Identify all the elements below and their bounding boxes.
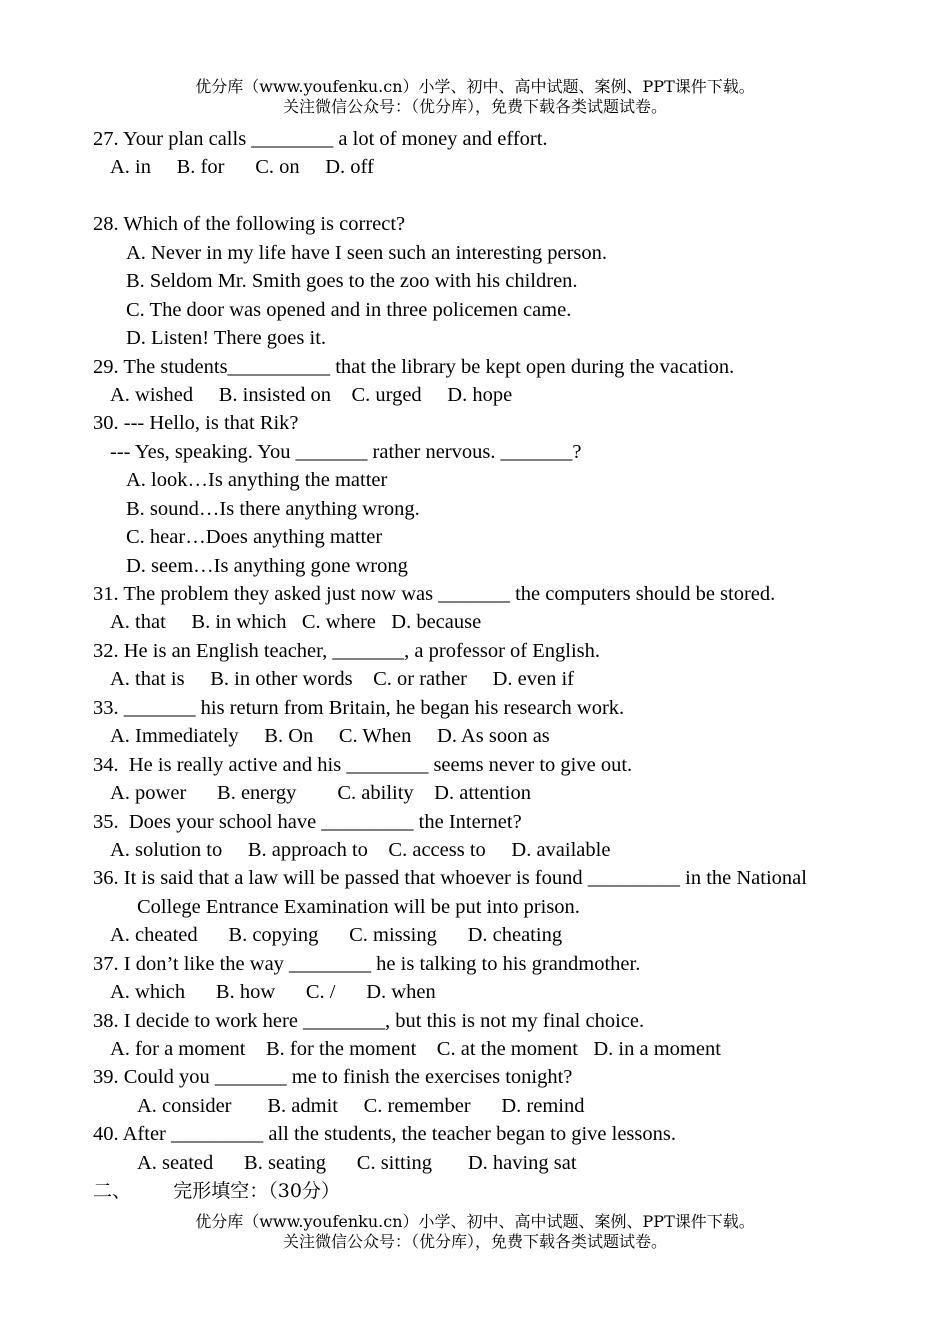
options-34: A. power B. energy C. ability D. attention: [110, 782, 531, 805]
options-39: A. consider B. admit C. remember D. remind: [137, 1094, 585, 1117]
page-header: [0, 77, 950, 117]
footer-line-1: 优分库（www.youfenku.cn）小学、初中、高中试题、案例、PPT课件下载。: [195, 1212, 755, 1231]
option-28-b: B. Seldom Mr. Smith goes to the zoo with his children.: [126, 270, 578, 293]
option-28-d: D. Listen! There goes it.: [126, 327, 327, 350]
question-34: 34. He is really active and his ________ seems never to give out.: [93, 753, 633, 776]
options-29: A. wished B. insisted on C. urged D. hope: [110, 383, 513, 406]
exam-questions: [93, 125, 893, 1206]
options-38: A. for a moment B. for the moment C. at the moment D. in a moment: [110, 1038, 721, 1060]
question-37: 37. I don’t like the way ________ he is talking to his grandmother.: [93, 952, 641, 975]
question-35: 35. Does your school have _________ the Internet?: [93, 810, 522, 833]
question-30: 30. --- Hello, is that Rik?: [93, 412, 299, 435]
question-27: 27. Your plan calls ________ a lot of money and effort.: [93, 128, 548, 150]
question-29: 29. The students__________ that the library be kept open during the vacation.: [93, 355, 735, 378]
options-37: A. which B. how C. / D. when: [110, 981, 436, 1004]
options-36: A. cheated B. copying C. missing D. cheating: [110, 924, 563, 947]
question-36-cont: College Entrance Examination will be put into prison.: [137, 895, 580, 918]
option-30-b: B. sound…Is there anything wrong.: [126, 497, 420, 520]
options-33: A. Immediately B. On C. When D. As soon as: [110, 725, 550, 748]
section-heading-cloze: 二、 完形填空：（30分）: [93, 1180, 340, 1203]
blank-line: [93, 182, 893, 210]
question-28: 28. Which of the following is correct?: [93, 213, 406, 236]
option-30-c: C. hear…Does anything matter: [126, 526, 383, 549]
header-line-1: 优分库（www.youfenku.cn）小学、初中、高中试题、案例、PPT课件下载。: [195, 77, 755, 96]
option-28-c: C. The door was opened and in three policemen came.: [126, 298, 572, 321]
question-38: 38. I decide to work here ________, but this is not my final choice.: [93, 1009, 645, 1032]
question-30-reply: --- Yes, speaking. You _______ rather nervous. _______?: [110, 440, 582, 463]
footer-line-2: 关注微信公众号：（优分库），免费下载各类试题试卷。: [282, 1232, 667, 1251]
question-36: 36. It is said that a law will be passed that whoever is found _________ in the National: [93, 867, 807, 890]
options-35: A. solution to B. approach to C. access to D. available: [110, 838, 611, 861]
option-30-d: D. seem…Is anything gone wrong: [126, 554, 408, 577]
question-33: 33. _______ his return from Britain, he began his research work.: [93, 696, 625, 719]
options-27: A. in B. for C. on D. off: [110, 156, 374, 179]
question-39: 39. Could you _______ me to finish the exercises tonight?: [93, 1066, 573, 1089]
page-footer: [0, 1212, 950, 1252]
option-30-a: A. look…Is anything the matter: [126, 469, 388, 492]
option-28-a: A. Never in my life have I seen such an interesting person.: [126, 241, 608, 264]
options-32: A. that is B. in other words C. or rather D. even if: [110, 668, 575, 691]
options-31: A. that B. in which C. where D. because: [110, 611, 482, 634]
question-32: 32. He is an English teacher, _______, a professor of English.: [93, 639, 601, 662]
header-line-2: 关注微信公众号：（优分库），免费下载各类试题试卷。: [282, 97, 667, 116]
question-40: 40. After _________ all the students, the teacher began to give lessons.: [93, 1123, 676, 1146]
question-31: 31. The problem they asked just now was _______ the computers should be stored.: [93, 583, 776, 605]
options-40: A. seated B. seating C. sitting D. having sat: [137, 1151, 577, 1174]
